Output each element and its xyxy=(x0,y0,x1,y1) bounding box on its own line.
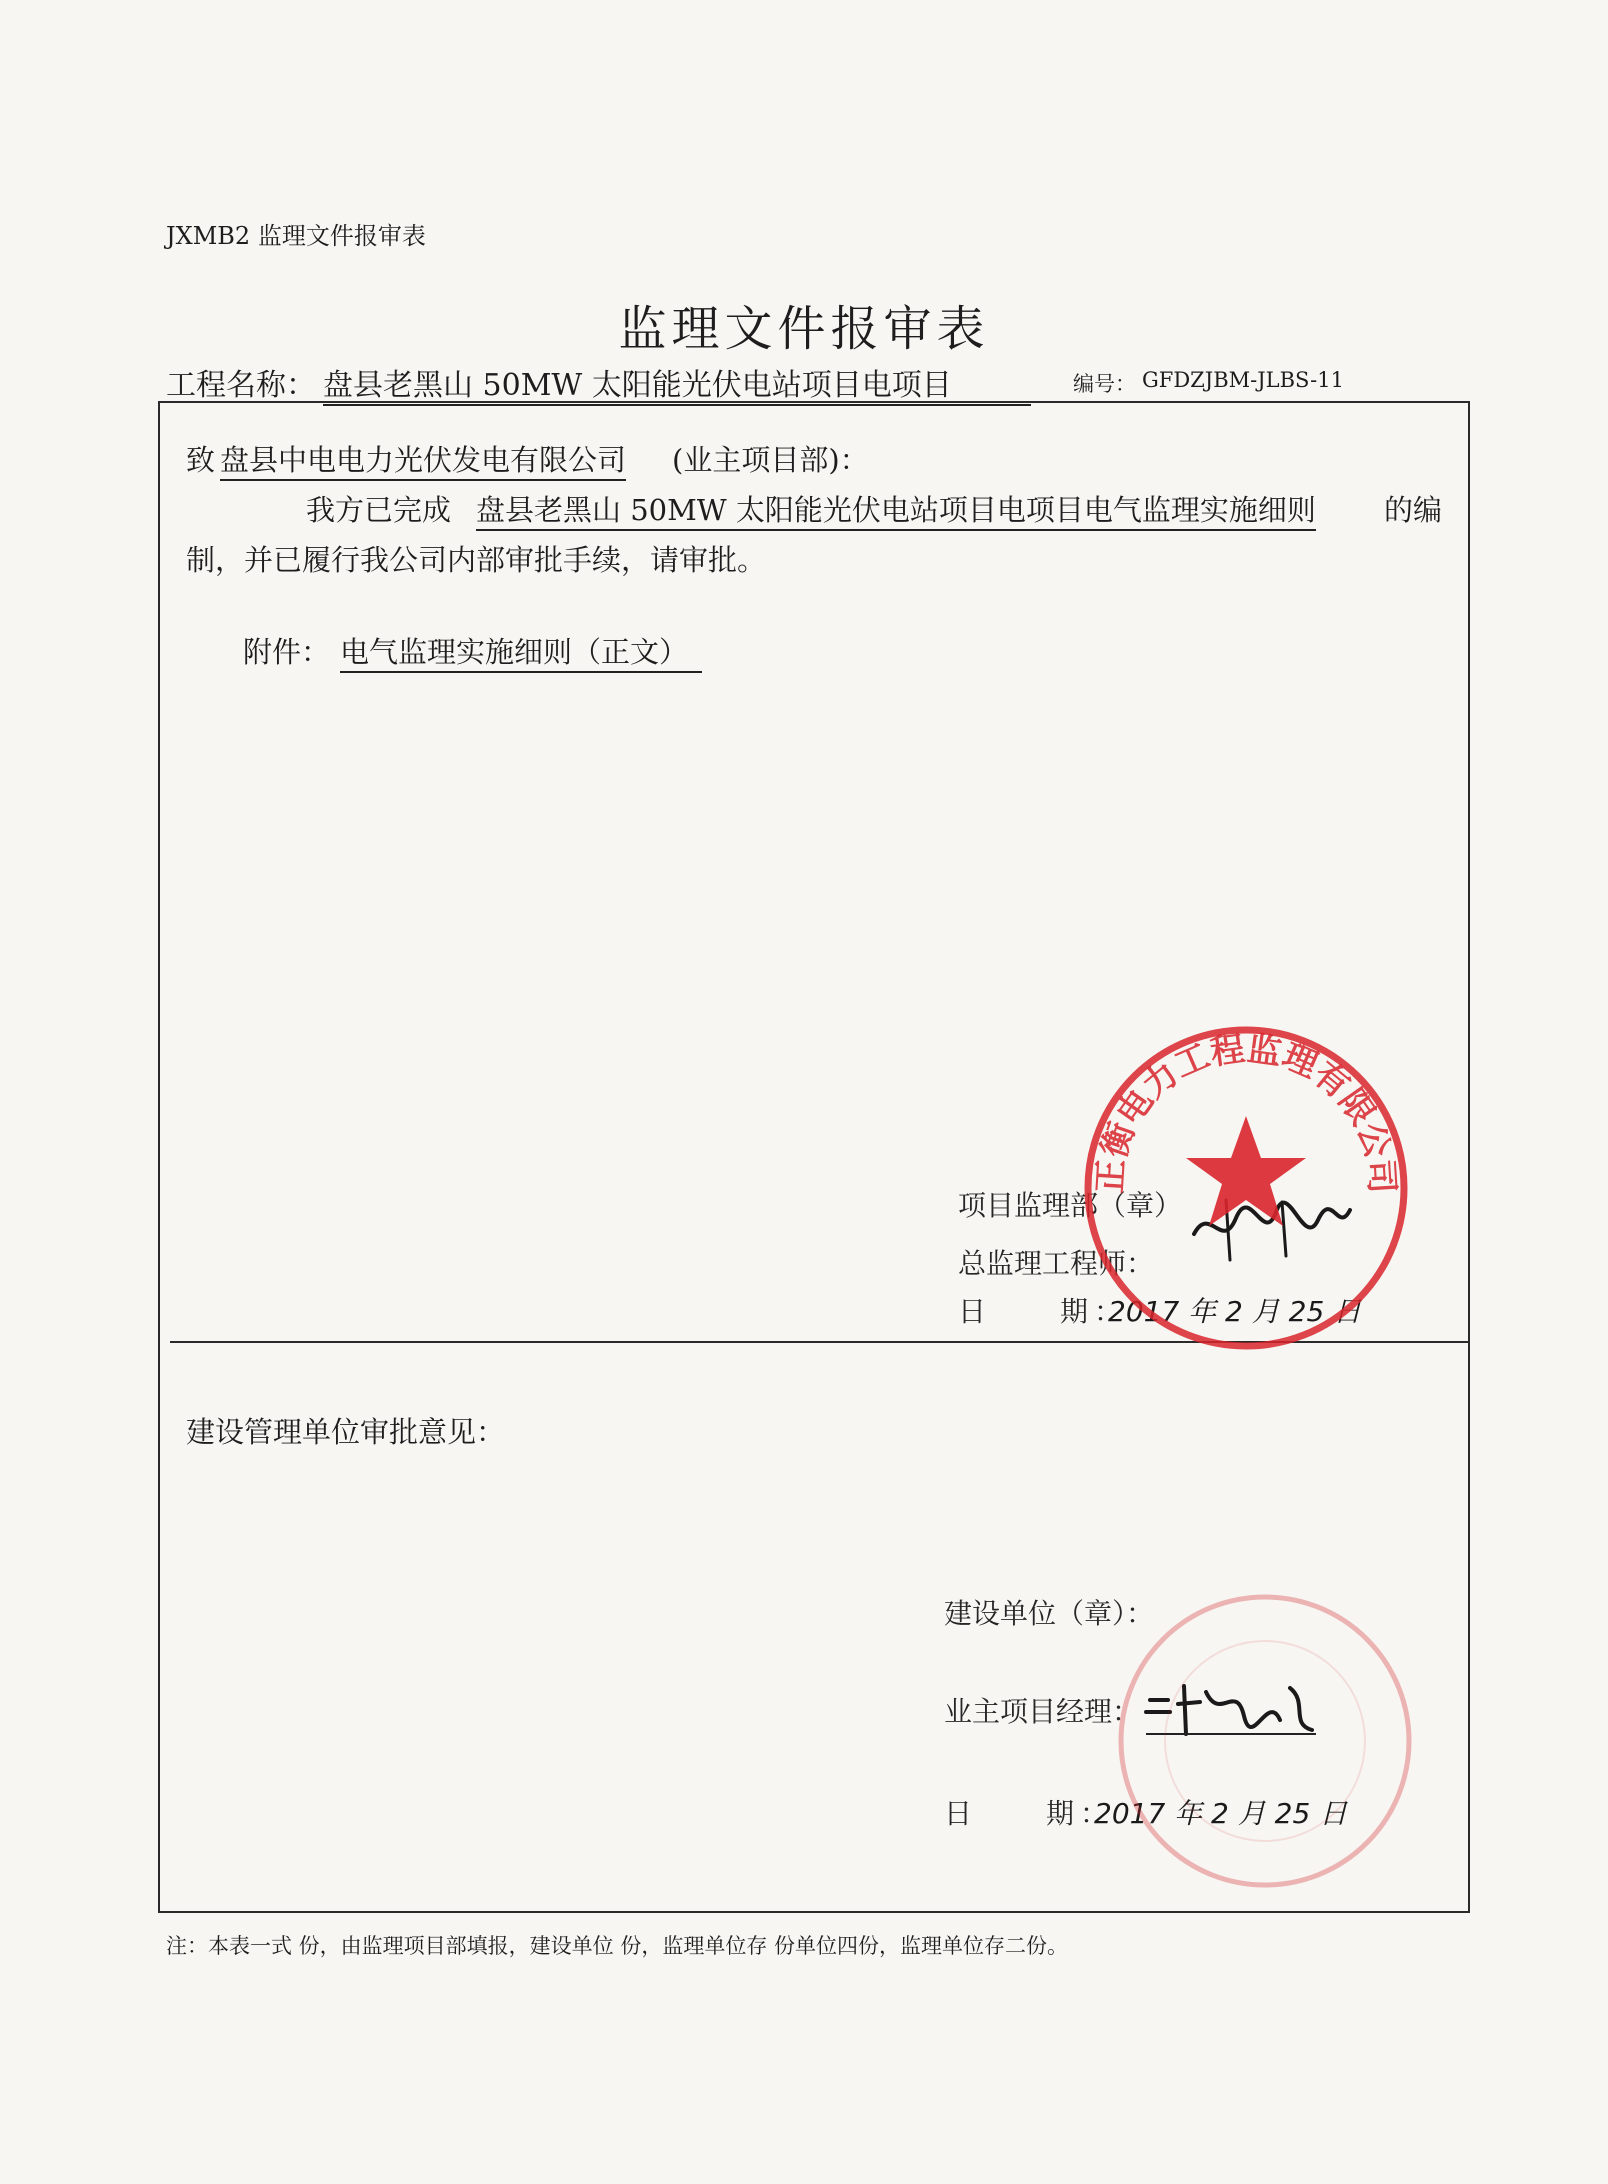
footer-note: 注：本表一式 份，由监理项目部填报，建设单位 份，监理单位存 份单位四份，监理单位存二份。 xyxy=(166,1934,1069,1958)
supervisor-date: 2017 年 2 月 25 日 xyxy=(1108,1295,1362,1328)
serial-number-value: GFDZJBM-JLBS-11 xyxy=(1142,368,1344,392)
body-line1-suffix: 的编 xyxy=(1384,493,1443,527)
owner-company-seal xyxy=(1112,1588,1418,1894)
serial-number-label: 编号： xyxy=(1073,372,1136,396)
body-line2: 制，并已履行我公司内部审批手续，请审批。 xyxy=(186,543,767,577)
addressee-company: 盘县中电电力光伏发电有限公司 xyxy=(220,438,626,481)
approval-opinion-label: 建设管理单位审批意见： xyxy=(186,1415,506,1449)
attachment-label: 附件： xyxy=(243,635,331,669)
owner-stamp-label: 建设单位（章）： xyxy=(944,1597,1155,1630)
project-name-label: 工程名称： xyxy=(166,368,316,403)
body-line1-prefix: 我方已完成 xyxy=(306,493,452,527)
addressee-prefix: 致 xyxy=(186,443,216,477)
supervisor-company-seal xyxy=(1078,1020,1414,1356)
supervisor-stamp-label: 项目监理部（章） xyxy=(958,1189,1183,1222)
supervisor-date-label: 日 期： xyxy=(958,1295,1129,1328)
addressee-note: (业主项目部)： xyxy=(672,443,869,477)
chief-engineer-label: 总监理工程师： xyxy=(958,1247,1155,1280)
body-document-name: 盘县老黑山 50MW 太阳能光伏电站项目电项目电气监理实施细则 xyxy=(476,488,1316,531)
owner-date: 2017 年 2 月 25 日 xyxy=(1094,1797,1348,1830)
project-name-value: 盘县老黑山 50MW 太阳能光伏电站项目电项目 xyxy=(323,360,1031,406)
seal-text: 正衡电力工程监理有限公司 xyxy=(1090,1028,1402,1195)
form-code: JXMB2 监理文件报审表 xyxy=(166,222,426,250)
owner-date-label: 日 期： xyxy=(944,1797,1115,1830)
attachment-name: 电气监理实施细则（正文） xyxy=(340,630,702,673)
document-title: 监理文件报审表 xyxy=(618,301,990,357)
owner-project-manager-label: 业主项目经理： xyxy=(944,1695,1141,1728)
